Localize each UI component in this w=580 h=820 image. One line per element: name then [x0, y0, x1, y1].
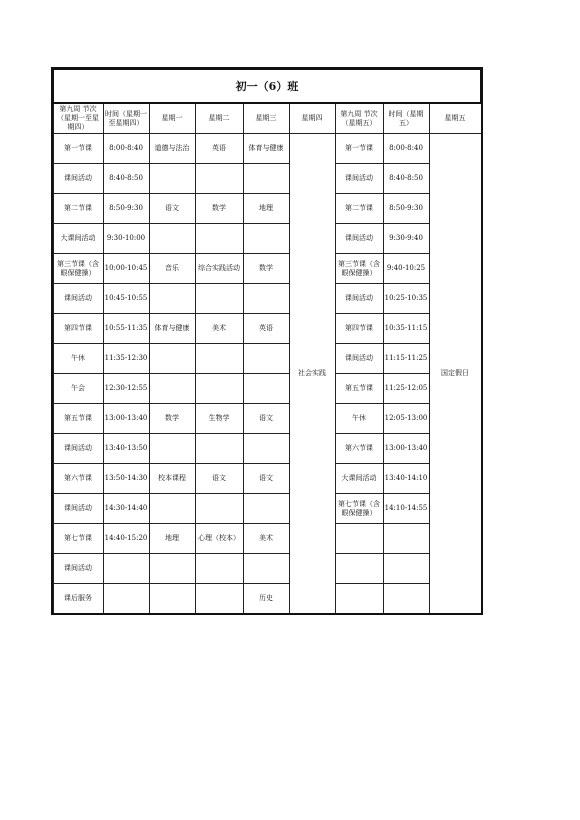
table-row — [53, 524, 481, 554]
tuesday-cell — [195, 164, 243, 194]
time-cell — [103, 584, 149, 614]
header-time-fri: 时间（星期五） — [383, 103, 429, 134]
monday-cell: 音乐 — [149, 254, 195, 284]
wednesday-cell — [243, 434, 289, 464]
friday-period-cell — [335, 554, 383, 584]
wednesday-cell: 数学 — [243, 254, 289, 284]
table-row — [53, 164, 481, 194]
wednesday-cell — [243, 374, 289, 404]
tuesday-cell: 综合实践活动 — [195, 254, 243, 284]
friday-time-cell: 14:10-14:55 — [383, 494, 429, 524]
monday-cell — [149, 584, 195, 614]
wednesday-cell: 语文 — [243, 404, 289, 434]
time-cell: 11:35-12:30 — [103, 344, 149, 374]
friday-period-cell — [335, 584, 383, 614]
friday-period-cell: 课间活动 — [335, 224, 383, 254]
header-tuesday: 星期二 — [195, 103, 243, 134]
friday-period-cell: 第一节课 — [335, 134, 383, 164]
thursday-merged-cell: 社会实践 — [289, 134, 335, 614]
time-cell: 14:40-15:20 — [103, 524, 149, 554]
friday-period-cell: 大课间活动 — [335, 464, 383, 494]
wednesday-cell — [243, 554, 289, 584]
friday-time-cell — [383, 584, 429, 614]
table-row — [53, 584, 481, 614]
time-cell: 8:00-8:40 — [103, 134, 149, 164]
monday-cell — [149, 224, 195, 254]
timetable — [52, 68, 482, 614]
friday-time-cell: 13:00-13:40 — [383, 434, 429, 464]
period-cell: 课后服务 — [53, 584, 103, 614]
monday-cell — [149, 434, 195, 464]
time-cell: 14:30-14:40 — [103, 494, 149, 524]
period-cell: 第二节课 — [53, 194, 103, 224]
table-row — [53, 134, 481, 164]
tuesday-cell — [195, 344, 243, 374]
wednesday-cell: 英语 — [243, 314, 289, 344]
time-cell: 10:00-10:45 — [103, 254, 149, 284]
tuesday-cell: 英语 — [195, 134, 243, 164]
time-cell: 13:50-14:30 — [103, 464, 149, 494]
header-time-mon-thu: 时间（星期一至星期四） — [103, 103, 149, 134]
friday-period-cell: 课间活动 — [335, 344, 383, 374]
monday-cell — [149, 374, 195, 404]
table-row — [53, 494, 481, 524]
time-cell — [103, 554, 149, 584]
tuesday-cell — [195, 224, 243, 254]
header-monday: 星期一 — [149, 103, 195, 134]
header-period-mon-thu: 第九周 节次（星期一至星期四） — [53, 103, 103, 134]
wednesday-cell — [243, 224, 289, 254]
header-row — [53, 103, 481, 134]
tuesday-cell — [195, 494, 243, 524]
friday-period-cell: 课间活动 — [335, 164, 383, 194]
friday-period-cell: 第七节课（含眼保健操） — [335, 494, 383, 524]
tuesday-cell — [195, 374, 243, 404]
period-cell: 课间活动 — [53, 284, 103, 314]
friday-period-cell: 第四节课 — [335, 314, 383, 344]
friday-time-cell: 11:25-12:05 — [383, 374, 429, 404]
page-title: 初一（6）班 — [53, 69, 481, 103]
table-row — [53, 284, 481, 314]
monday-cell: 体育与健康 — [149, 314, 195, 344]
tuesday-cell — [195, 284, 243, 314]
time-cell: 12:30-12:55 — [103, 374, 149, 404]
table-row — [53, 374, 481, 404]
period-cell: 第六节课 — [53, 464, 103, 494]
tuesday-cell: 数学 — [195, 194, 243, 224]
monday-cell — [149, 344, 195, 374]
table-row — [53, 554, 481, 584]
monday-cell — [149, 554, 195, 584]
header-wednesday: 星期三 — [243, 103, 289, 134]
friday-time-cell: 8:40-8:50 — [383, 164, 429, 194]
wednesday-cell: 体育与健康 — [243, 134, 289, 164]
tuesday-cell — [195, 584, 243, 614]
period-cell: 大课间活动 — [53, 224, 103, 254]
header-period-fri: 第九周 节次（星期五） — [335, 103, 383, 134]
header-thursday: 星期四 — [289, 103, 335, 134]
wednesday-cell — [243, 494, 289, 524]
period-cell: 第四节课 — [53, 314, 103, 344]
tuesday-cell: 美术 — [195, 314, 243, 344]
period-cell: 午休 — [53, 344, 103, 374]
wednesday-cell: 美术 — [243, 524, 289, 554]
wednesday-cell: 历史 — [243, 584, 289, 614]
period-cell: 第七节课 — [53, 524, 103, 554]
table-row — [53, 224, 481, 254]
monday-cell — [149, 284, 195, 314]
friday-time-cell: 9:30-9:40 — [383, 224, 429, 254]
period-cell: 午会 — [53, 374, 103, 404]
friday-period-cell: 第六节课 — [335, 434, 383, 464]
friday-time-cell: 8:00-8:40 — [383, 134, 429, 164]
friday-period-cell — [335, 524, 383, 554]
friday-period-cell: 第五节课 — [335, 374, 383, 404]
time-cell: 8:40-8:50 — [103, 164, 149, 194]
wednesday-cell: 地理 — [243, 194, 289, 224]
time-cell: 9:30-10:00 — [103, 224, 149, 254]
friday-time-cell: 13:40-14:10 — [383, 464, 429, 494]
period-cell: 第一节课 — [53, 134, 103, 164]
table-row — [53, 314, 481, 344]
table-row — [53, 434, 481, 464]
wednesday-cell — [243, 284, 289, 314]
time-cell: 13:40-13:50 — [103, 434, 149, 464]
table-row — [53, 404, 481, 434]
monday-cell: 地理 — [149, 524, 195, 554]
friday-merged-cell: 国定假日 — [429, 134, 481, 614]
monday-cell — [149, 164, 195, 194]
tuesday-cell: 心理（校本） — [195, 524, 243, 554]
header-friday: 星期五 — [429, 103, 481, 134]
tuesday-cell: 语文 — [195, 464, 243, 494]
wednesday-cell: 语文 — [243, 464, 289, 494]
table-row — [53, 254, 481, 284]
tuesday-cell: 生物学 — [195, 404, 243, 434]
period-cell: 课间活动 — [53, 164, 103, 194]
monday-cell: 语文 — [149, 194, 195, 224]
period-cell: 课间活动 — [53, 434, 103, 464]
monday-cell: 数学 — [149, 404, 195, 434]
friday-time-cell: 10:25-10:35 — [383, 284, 429, 314]
period-cell: 课间活动 — [53, 494, 103, 524]
wednesday-cell — [243, 344, 289, 374]
period-cell: 课间活动 — [53, 554, 103, 584]
time-cell: 13:00-13:40 — [103, 404, 149, 434]
tuesday-cell — [195, 554, 243, 584]
friday-period-cell: 午休 — [335, 404, 383, 434]
friday-time-cell: 9:40-10:25 — [383, 254, 429, 284]
wednesday-cell — [243, 164, 289, 194]
friday-time-cell: 11:15-11:25 — [383, 344, 429, 374]
tuesday-cell — [195, 434, 243, 464]
monday-cell — [149, 494, 195, 524]
friday-time-cell — [383, 554, 429, 584]
friday-time-cell: 8:50-9:30 — [383, 194, 429, 224]
time-cell: 8:50-9:30 — [103, 194, 149, 224]
table-row — [53, 464, 481, 494]
timetable-sheet — [52, 68, 480, 614]
time-cell: 10:55-11:35 — [103, 314, 149, 344]
friday-period-cell: 第二节课 — [335, 194, 383, 224]
friday-time-cell: 12:05-13:00 — [383, 404, 429, 434]
friday-time-cell — [383, 524, 429, 554]
monday-cell: 道德与法治 — [149, 134, 195, 164]
friday-time-cell: 10:35-11:15 — [383, 314, 429, 344]
period-cell: 第五节课 — [53, 404, 103, 434]
period-cell: 第三节课（含眼保健操） — [53, 254, 103, 284]
table-row — [53, 194, 481, 224]
friday-period-cell: 课间活动 — [335, 284, 383, 314]
friday-period-cell: 第三节课（含眼保健操） — [335, 254, 383, 284]
table-row — [53, 344, 481, 374]
monday-cell: 校本课程 — [149, 464, 195, 494]
time-cell: 10:45-10:55 — [103, 284, 149, 314]
